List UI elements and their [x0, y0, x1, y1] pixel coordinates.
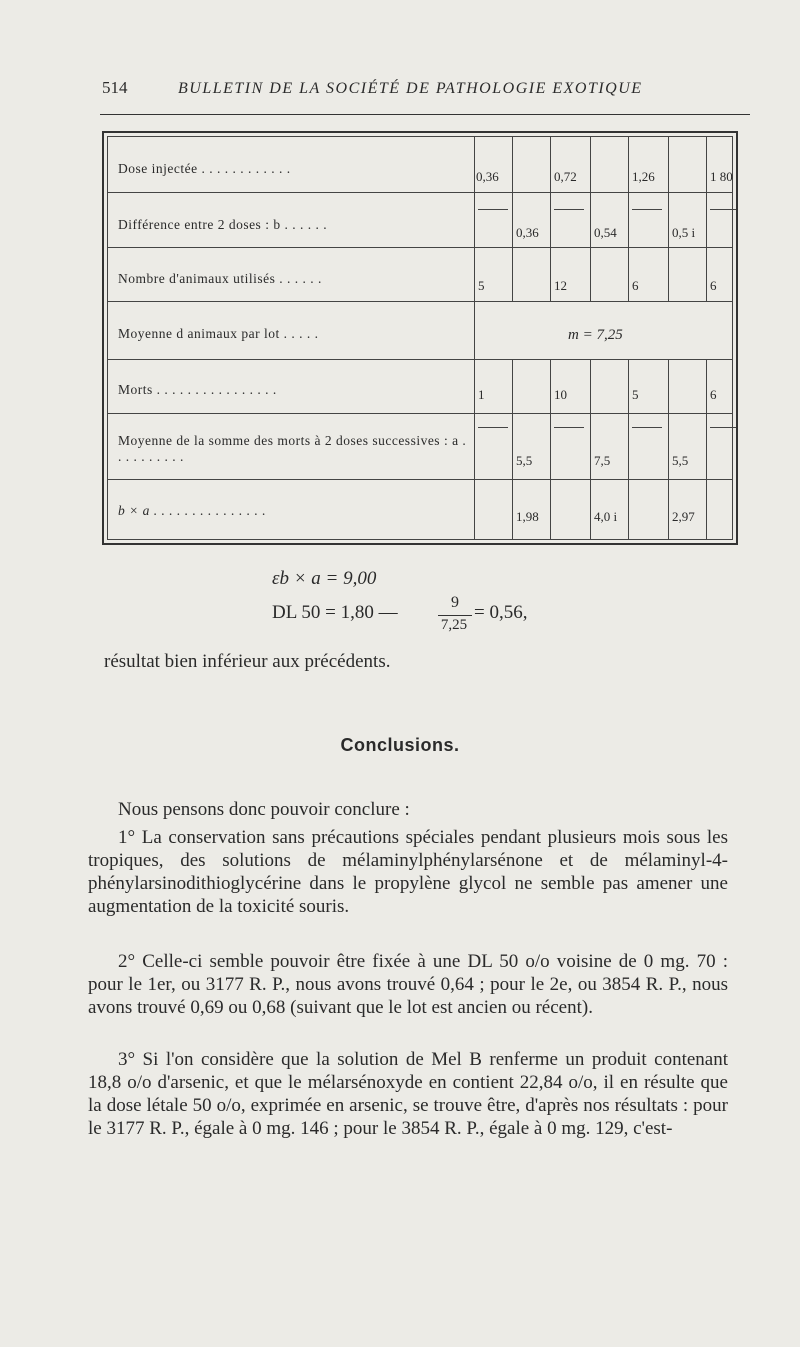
bxa-value: 2,97 [672, 509, 695, 524]
toxicity-table [102, 131, 738, 545]
dose-value: 1,26 [632, 169, 655, 184]
value-column-divider [628, 137, 629, 301]
row-separator [108, 301, 732, 302]
value-column-divider [550, 137, 551, 301]
value-column-divider [512, 359, 513, 540]
dose-value: 0,72 [554, 169, 577, 184]
formula-dl50-right: = 0,56, [474, 602, 528, 623]
conclusion-point-1: 1° La conservation sans précautions spéciales pendant plusieurs mois sous les tropiques, des solutions de mélaminylphénylarsénone et de mélaminyl-4-phénylarsinodithioglycérine dans le propylène glycol ne semble pas amener une augmentation de la toxicité souris. [88, 827, 728, 917]
page-number: 514 [102, 78, 128, 97]
difference-value: 0,5 i [672, 225, 696, 240]
cell-dash [710, 427, 736, 428]
result-sentence: résultat bien inférieur aux précédents. [104, 651, 391, 672]
dose-value: 1 80 [710, 169, 733, 184]
value-column-divider [668, 359, 669, 540]
fraction-bar [438, 615, 472, 616]
bxa-value: 4,0 i [594, 509, 618, 524]
conclusions-intro: Nous pensons donc pouvoir conclure : [118, 799, 410, 820]
average-animals-value: m = 7,25 [568, 327, 623, 343]
value-column-divider [668, 137, 669, 301]
value-column-divider [550, 359, 551, 540]
row-separator [108, 479, 732, 480]
row-label-animals: Nombre d'animaux utilisés . . . . . . [118, 271, 322, 286]
conclusion-point-3: 3° Si l'on considère que la solution de Mel B renferme un produit contenant 18,8 o/o d'arsenic, et que le mélarsénoxyde en contient 22,84 o/o, il en résulte que la dose létale 50 o/o, exprimée en arsenic, se trouve être, d'après nos résultats : pour le 3177 R. P., égale à 0 mg. 146 ; pour le 3854 R. P., égale à 0 mg. 129, c'est- [88, 1049, 728, 1139]
average-deaths-value: 5,5 [672, 453, 689, 468]
conclusions-heading: Conclusions. [340, 735, 460, 755]
deaths-value: 6 [710, 387, 717, 402]
formula-denominator: 7,25 [440, 617, 468, 633]
running-title: BULLETIN DE LA SOCIÉTÉ DE PATHOLOGIE EXOTIQUE [178, 80, 643, 97]
bxa-value: 1,98 [516, 509, 539, 524]
cell-dash [632, 427, 662, 428]
value-column-divider [706, 137, 707, 301]
row-label-average-deaths: Moyenne de la somme des morts à 2 doses successives : a . . . . . . . . . . [118, 433, 467, 464]
animals-value: 6 [710, 278, 717, 293]
row-separator [108, 413, 732, 414]
row-label-deaths: Morts . . . . . . . . . . . . . . . . [118, 382, 277, 397]
animals-value: 12 [554, 278, 567, 293]
formula-sum: εb × a = 9,00 [272, 568, 377, 589]
average-deaths-value: 5,5 [516, 453, 533, 468]
deaths-value: 5 [632, 387, 639, 402]
header-rule [100, 114, 750, 115]
cell-dash [554, 427, 584, 428]
row-label-difference: Différence entre 2 doses : b . . . . . . [118, 217, 328, 232]
difference-value: 0,54 [594, 225, 617, 240]
dose-value: 0,36 [476, 169, 499, 184]
value-column-divider [706, 359, 707, 540]
deaths-value: 10 [554, 387, 567, 402]
animals-value: 6 [632, 278, 639, 293]
formula-dl50-left: DL 50 = 1,80 — [272, 602, 398, 623]
cell-dash [478, 209, 508, 210]
animals-value: 5 [478, 278, 485, 293]
deaths-value: 1 [478, 387, 485, 402]
cell-dash [554, 209, 584, 210]
cell-dash [710, 209, 736, 210]
conclusion-point-2: 2° Celle-ci semble pouvoir être fixée à une DL 50 o/o voisine de 0 mg. 70 : pour le 1er, ou 3177 R. P., nous avons trouvé 0,64 ; pour le 2e, ou 3854 R. P., nous avons trouvé 0,69 ou 0,68 (suivant que le lot est ancien ou récent). [88, 951, 728, 1018]
row-label-bxa: b × a . . . . . . . . . . . . . . . [118, 503, 267, 518]
row-separator [108, 247, 732, 248]
average-deaths-value: 7,5 [594, 453, 611, 468]
value-column-divider [512, 137, 513, 301]
value-column-divider [628, 359, 629, 540]
value-column-divider [590, 359, 591, 540]
row-label-average-animals: Moyenne d animaux par lot . . . . . [118, 326, 319, 341]
value-column-divider [590, 137, 591, 301]
row-separator [108, 192, 732, 193]
formula-numerator: 9 [451, 594, 459, 611]
table-inner-frame [107, 136, 733, 540]
cell-dash [478, 427, 508, 428]
row-label-dose: Dose injectée . . . . . . . . . . . . [118, 161, 291, 176]
cell-dash [632, 209, 662, 210]
row-separator [108, 359, 732, 360]
difference-value: 0,36 [516, 225, 539, 240]
